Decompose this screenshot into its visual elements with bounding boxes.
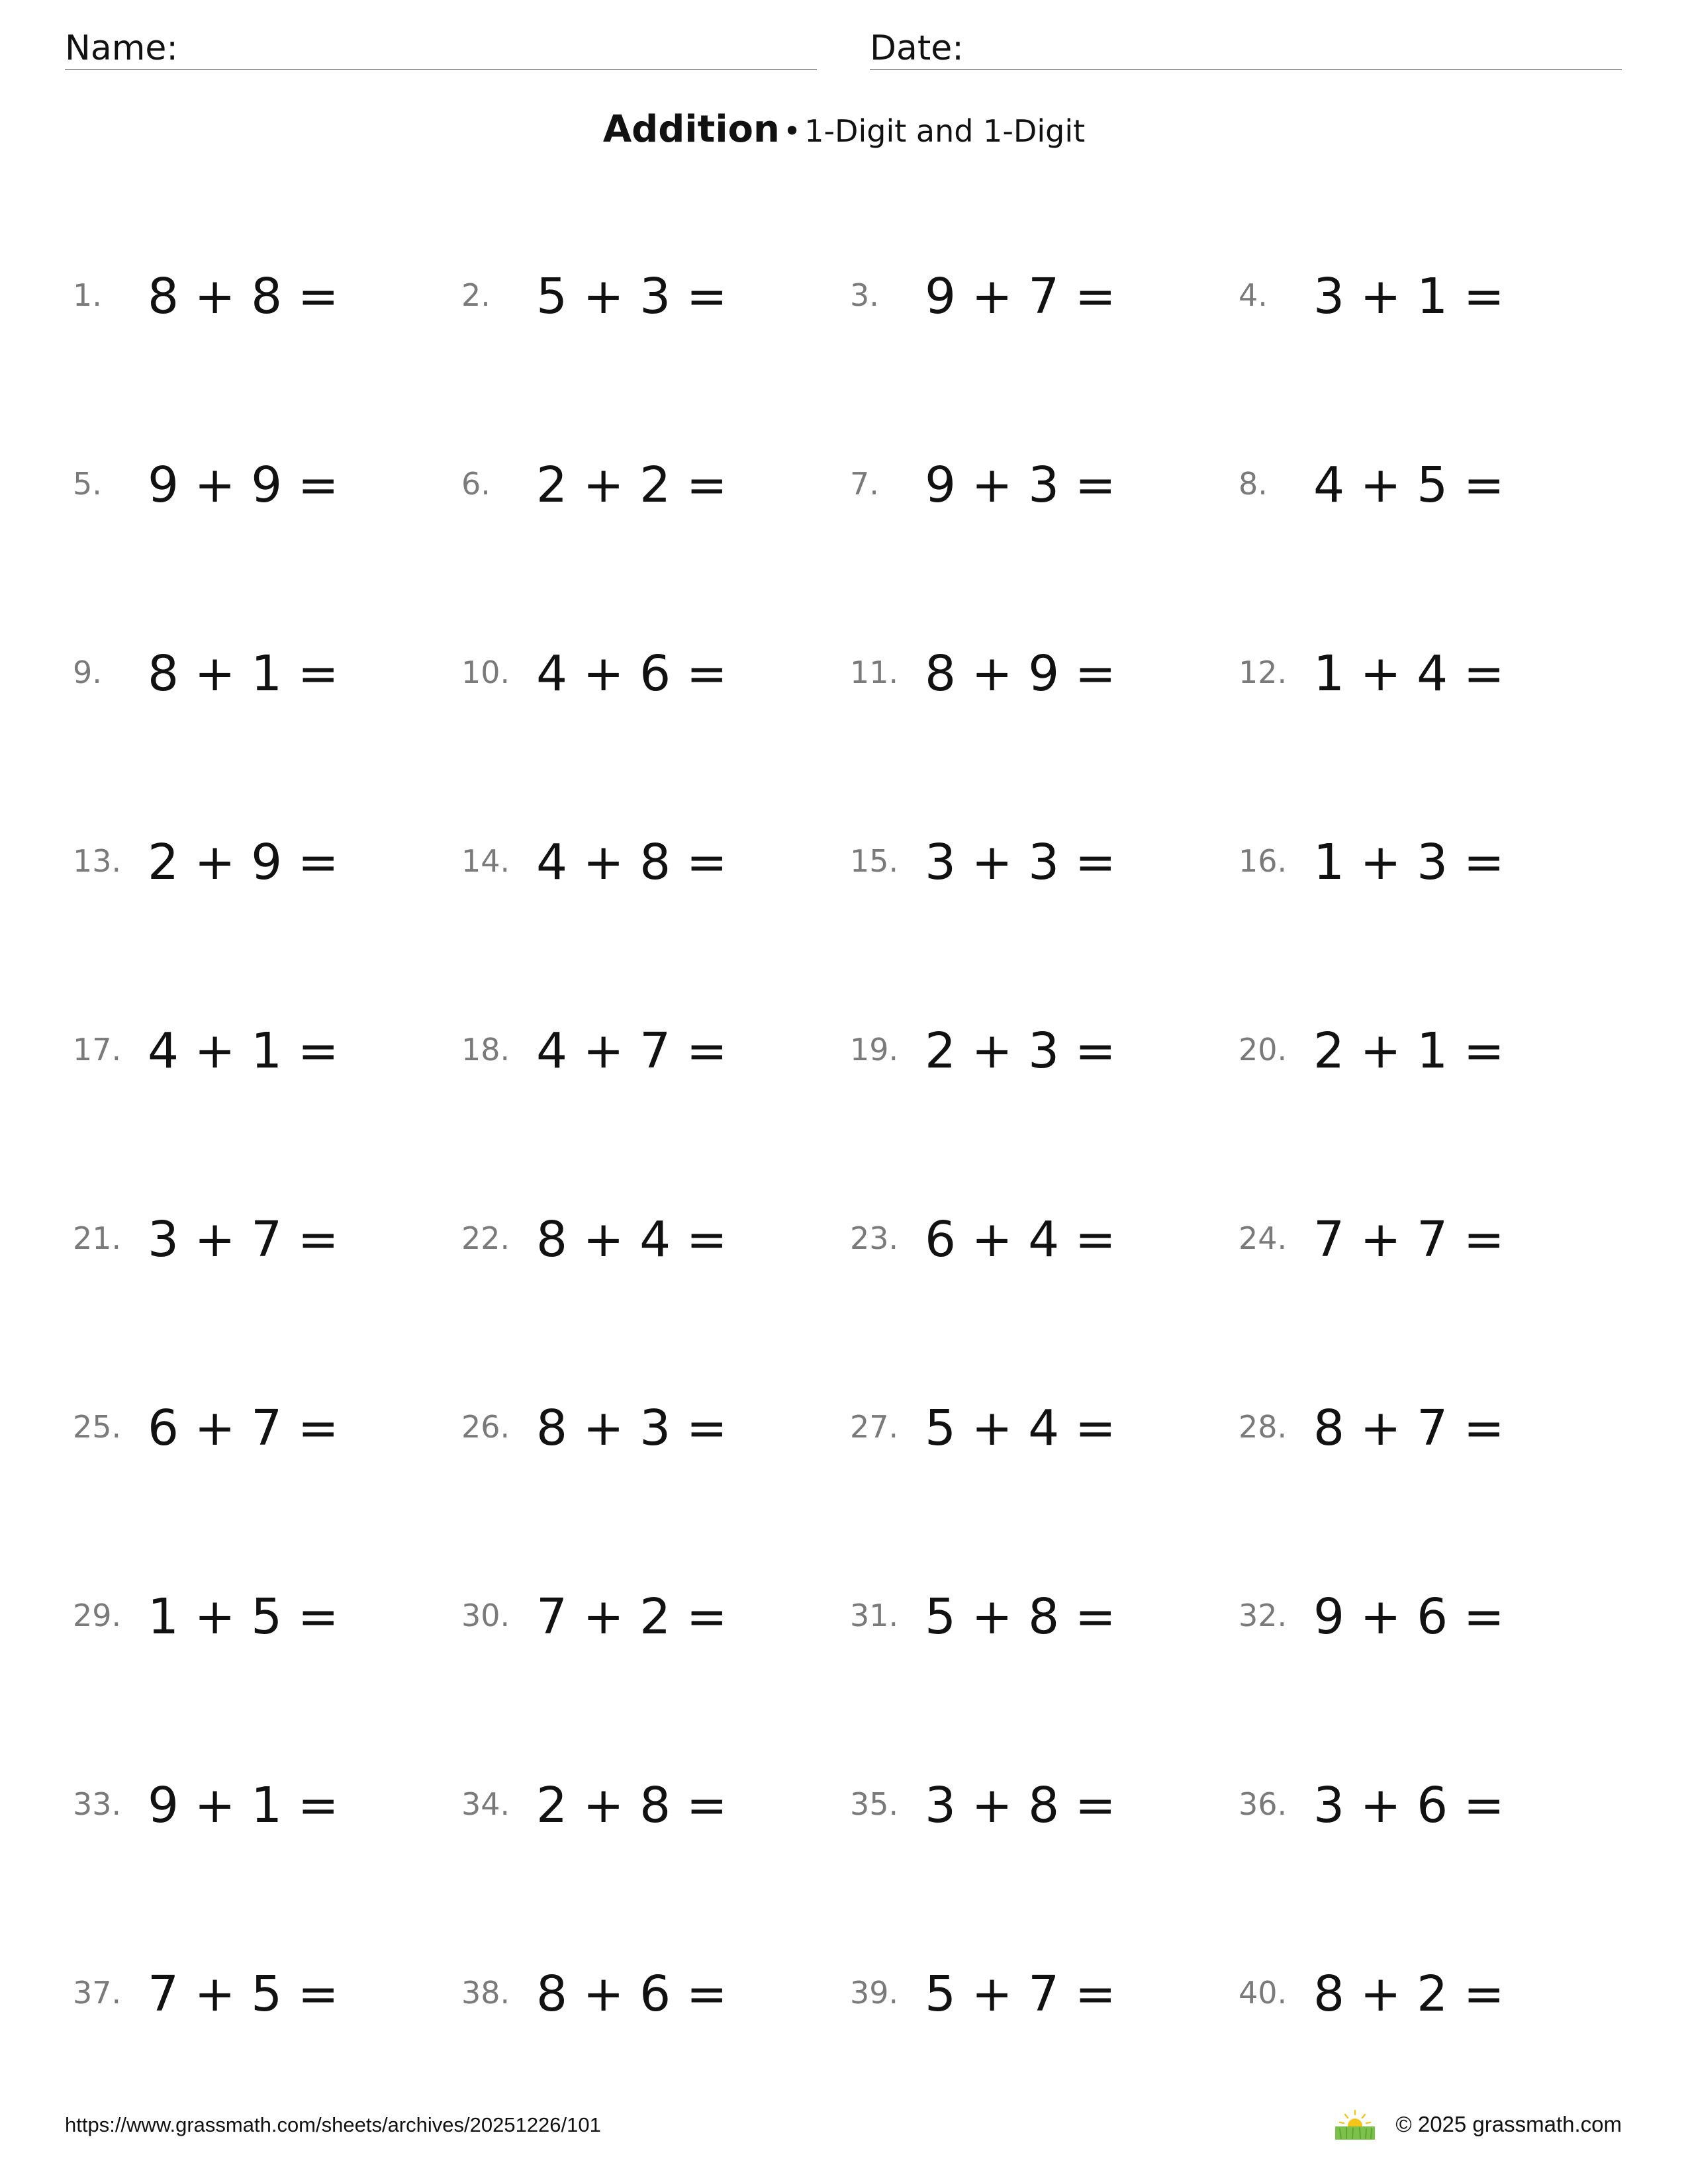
problem-number: 40. — [1239, 1975, 1288, 2011]
problem-item — [461, 1350, 850, 1539]
problem-number: 17. — [73, 1032, 122, 1068]
problem-expression: 6 + 4 = — [925, 1211, 1116, 1268]
worksheet-title — [0, 106, 1688, 162]
problem-expression: 4 + 1 = — [148, 1023, 339, 1079]
problem-expression: 8 + 3 = — [536, 1400, 727, 1457]
problem-item — [850, 1916, 1239, 2105]
problem-expression: 3 + 1 = — [1313, 268, 1505, 325]
problem-number: 37. — [73, 1975, 122, 2011]
problem-expression: 1 + 5 = — [148, 1588, 339, 1645]
problem-item — [73, 1161, 461, 1350]
problem-number: 6. — [461, 466, 491, 502]
problem-expression: 8 + 9 = — [925, 645, 1116, 702]
problem-number: 31. — [850, 1598, 899, 1633]
problem-item — [461, 1727, 850, 1916]
problem-expression: 3 + 6 = — [1313, 1777, 1505, 1834]
footer-url[interactable]: https://www.grassmath.com/sheets/archives/20251226/101 — [65, 2113, 601, 2136]
problem-item — [850, 596, 1239, 784]
problem-number: 5. — [73, 466, 102, 502]
problem-expression: 9 + 7 = — [925, 268, 1116, 325]
problem-expression: 3 + 8 = — [925, 1777, 1116, 1834]
problem-item — [73, 973, 461, 1161]
problem-expression: 8 + 7 = — [1313, 1400, 1505, 1457]
problem-item — [73, 407, 461, 596]
problem-item — [73, 1916, 461, 2105]
problem-number: 8. — [1239, 466, 1268, 502]
problem-item — [461, 596, 850, 784]
problem-item — [461, 1916, 850, 2105]
problem-expression: 5 + 7 = — [925, 1966, 1116, 2023]
title-main: Addition — [602, 108, 780, 151]
problem-number: 36. — [1239, 1786, 1288, 1822]
problem-number: 20. — [1239, 1032, 1288, 1068]
problem-expression: 7 + 7 = — [1313, 1211, 1505, 1268]
problem-number: 13. — [73, 843, 122, 879]
problem-item — [850, 1727, 1239, 1916]
problem-number: 16. — [1239, 843, 1288, 879]
problem-number: 1. — [73, 277, 102, 313]
footer-brand — [1333, 2105, 1622, 2144]
problem-number: 34. — [461, 1786, 510, 1822]
problem-expression: 9 + 9 = — [148, 457, 339, 514]
problem-expression: 2 + 9 = — [148, 834, 339, 891]
problem-expression: 8 + 6 = — [536, 1966, 727, 2023]
problem-number: 32. — [1239, 1598, 1288, 1633]
problem-expression: 9 + 3 = — [925, 457, 1116, 514]
problem-expression: 1 + 3 = — [1313, 834, 1505, 891]
problem-expression: 7 + 2 = — [536, 1588, 727, 1645]
problem-number: 10. — [461, 655, 510, 690]
problem-item — [1239, 218, 1627, 407]
problem-item — [850, 1350, 1239, 1539]
problem-expression: 5 + 4 = — [925, 1400, 1116, 1457]
problem-item — [1239, 407, 1627, 596]
problem-number: 30. — [461, 1598, 510, 1633]
problem-item — [850, 973, 1239, 1161]
problem-expression: 9 + 1 = — [148, 1777, 339, 1834]
problem-number: 15. — [850, 843, 899, 879]
problem-expression: 3 + 7 = — [148, 1211, 339, 1268]
problem-expression: 2 + 1 = — [1313, 1023, 1505, 1079]
date-label: Date: — [870, 28, 964, 68]
problem-expression: 8 + 4 = — [536, 1211, 727, 1268]
problem-number: 3. — [850, 277, 879, 313]
name-field[interactable] — [65, 25, 817, 70]
problem-expression: 4 + 8 = — [536, 834, 727, 891]
problem-number: 38. — [461, 1975, 510, 2011]
problem-expression: 9 + 6 = — [1313, 1588, 1505, 1645]
date-field[interactable] — [870, 25, 1622, 70]
problem-number: 21. — [73, 1220, 122, 1256]
problem-number: 9. — [73, 655, 102, 690]
problem-expression: 4 + 6 = — [536, 645, 727, 702]
problem-item — [850, 407, 1239, 596]
problem-number: 22. — [461, 1220, 510, 1256]
problem-number: 23. — [850, 1220, 899, 1256]
problem-expression: 4 + 7 = — [536, 1023, 727, 1079]
problem-expression: 8 + 8 = — [148, 268, 339, 325]
problem-number: 2. — [461, 277, 491, 313]
problem-expression: 4 + 5 = — [1313, 457, 1505, 514]
problem-item — [1239, 596, 1627, 784]
problem-item — [1239, 1727, 1627, 1916]
problem-item — [73, 218, 461, 407]
copyright-text: © 2025 grassmath.com — [1395, 2112, 1622, 2136]
problem-item — [850, 1539, 1239, 1727]
title-subtitle: 1-Digit and 1-Digit — [804, 113, 1086, 149]
problem-item — [73, 784, 461, 973]
problem-number: 26. — [461, 1409, 510, 1445]
title-separator: • — [782, 113, 802, 149]
problem-expression: 2 + 3 = — [925, 1023, 1116, 1079]
problem-number: 29. — [73, 1598, 122, 1633]
problem-number: 24. — [1239, 1220, 1288, 1256]
problem-number: 33. — [73, 1786, 122, 1822]
problem-number: 28. — [1239, 1409, 1288, 1445]
problem-number: 27. — [850, 1409, 899, 1445]
problem-item — [1239, 1539, 1627, 1727]
problem-item — [73, 596, 461, 784]
problem-item — [461, 1161, 850, 1350]
problem-item — [1239, 1350, 1627, 1539]
problem-number: 12. — [1239, 655, 1288, 690]
problem-expression: 7 + 5 = — [148, 1966, 339, 2023]
problem-grid — [73, 218, 1622, 2111]
problem-item — [73, 1350, 461, 1539]
problem-expression: 5 + 3 = — [536, 268, 727, 325]
problem-expression: 3 + 3 = — [925, 834, 1116, 891]
problem-item — [1239, 1161, 1627, 1350]
name-label: Name: — [65, 28, 178, 68]
problem-number: 7. — [850, 466, 879, 502]
problem-number: 14. — [461, 843, 510, 879]
problem-item — [461, 218, 850, 407]
problem-expression: 8 + 1 = — [148, 645, 339, 702]
problem-item — [461, 407, 850, 596]
problem-expression: 1 + 4 = — [1313, 645, 1505, 702]
problem-item — [73, 1539, 461, 1727]
problem-expression: 5 + 8 = — [925, 1588, 1116, 1645]
problem-item — [850, 784, 1239, 973]
problem-number: 11. — [850, 655, 899, 690]
grass-sun-logo-icon — [1333, 2108, 1377, 2141]
problem-expression: 2 + 8 = — [536, 1777, 727, 1834]
problem-number: 39. — [850, 1975, 899, 2011]
problem-item — [1239, 1916, 1627, 2105]
problem-item — [461, 973, 850, 1161]
problem-number: 18. — [461, 1032, 510, 1068]
problem-item — [73, 1727, 461, 1916]
problem-expression: 2 + 2 = — [536, 457, 727, 514]
problem-expression: 8 + 2 = — [1313, 1966, 1505, 2023]
problem-item — [461, 1539, 850, 1727]
problem-item — [1239, 973, 1627, 1161]
header-fields — [65, 25, 1622, 71]
problem-item — [850, 218, 1239, 407]
problem-number: 25. — [73, 1409, 122, 1445]
problem-number: 4. — [1239, 277, 1268, 313]
problem-item — [461, 784, 850, 973]
problem-item — [1239, 784, 1627, 973]
problem-number: 19. — [850, 1032, 899, 1068]
problem-item — [850, 1161, 1239, 1350]
problem-number: 35. — [850, 1786, 899, 1822]
problem-expression: 6 + 7 = — [148, 1400, 339, 1457]
